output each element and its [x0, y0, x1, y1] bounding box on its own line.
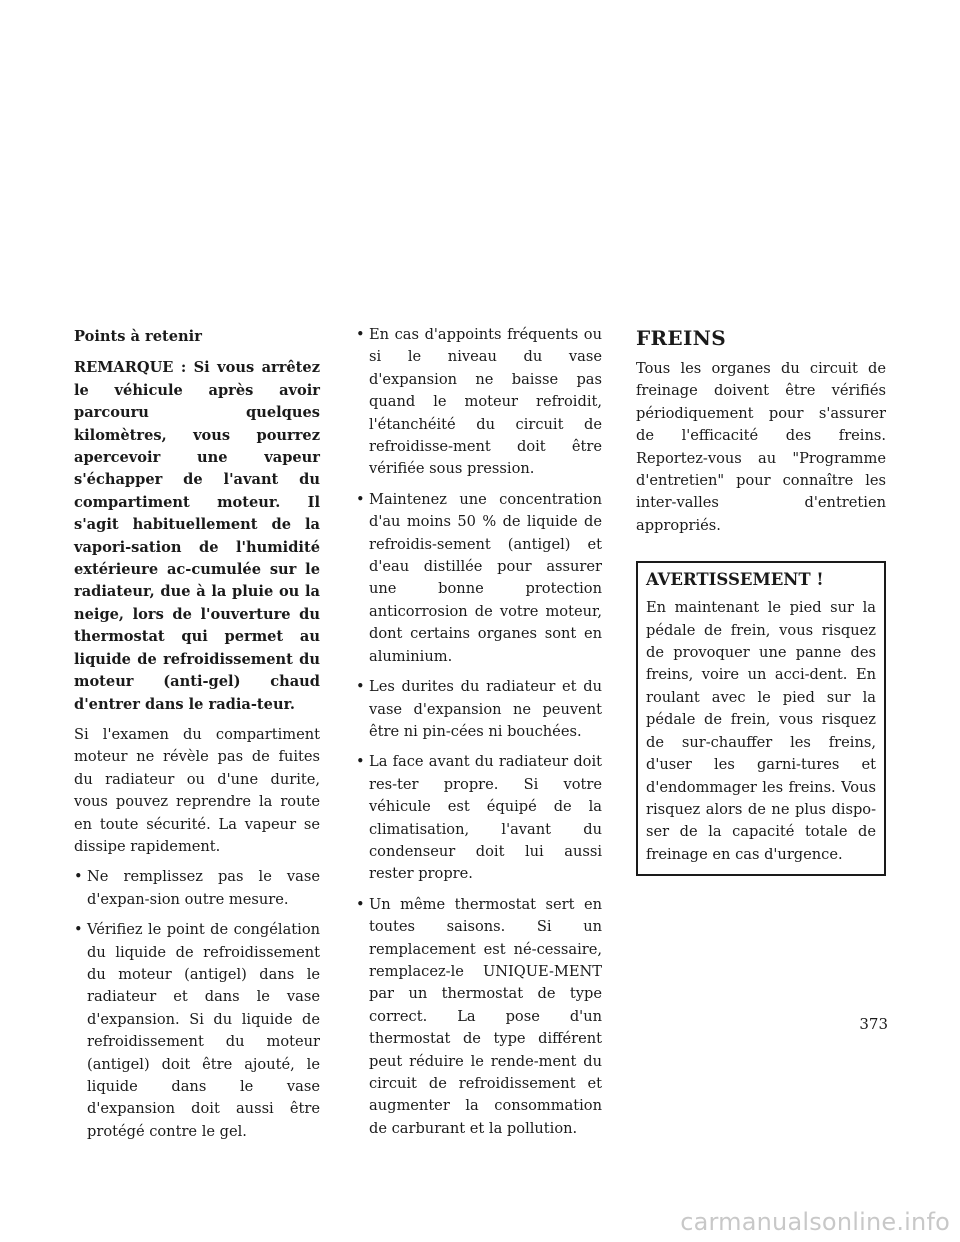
- remarque-note: REMARQUE : Si vous arrêtez le véhicule après avoir parcouru quelques kilomètres, vous pourrez apercevoir une vapeur s'échapper de l'avant du compartiment moteur. Il s'agit habituellement de la vapori-sation de l'humidité extérieure ac-cumulée sur le radiateur, due à la pluie ou la neige, lors de l'ouverture du thermostat qui permet au liquide de refroidissement du moteur (anti-gel) chaud d'entrer dans le radia-teur.: [74, 359, 320, 713]
- warning-title: AVERTISSEMENT !: [646, 570, 824, 590]
- middle-column: [356, 324, 602, 1148]
- list-item: [356, 751, 602, 885]
- list-item: [356, 676, 602, 743]
- bullet-icon: •: [356, 895, 365, 913]
- right-column: [636, 326, 886, 876]
- section-title: FREINS: [636, 326, 726, 350]
- list-item: [74, 866, 320, 911]
- bullet-list: [74, 866, 320, 1143]
- bullet-icon: •: [74, 921, 83, 939]
- list-item-text: Vérifiez le point de congélation du liquide de refroidissement du moteur (antigel) dans le radiateur et dans le vase d'expansion. Si du liquide de refroidissement du moteur (antigel) doit être ajouté, le liquide dans le vase d'expansion doit aussi être protégé contre le gel.: [87, 921, 320, 1140]
- bullet-icon: •: [356, 490, 365, 508]
- watermark: carmanualsonline.info: [680, 1208, 950, 1236]
- bullet-icon: •: [356, 678, 365, 696]
- warning-box: [636, 561, 886, 876]
- bullet-icon: •: [356, 326, 365, 343]
- list-item-text: Maintenez une concentration d'au moins 50 % de liquide de refroidis-sement (antigel) et d'eau distillée pour assurer une bonne protection anticorrosion de votre moteur, dont certains organes sont en aluminium.: [369, 490, 602, 665]
- body-paragraph: Tous les organes du circuit de freinage doivent être vérifiés périodiquement pour s'assurer de l'efficacité des freins. Reportez-vous au "Programme d'entretien" pour connaître les inter-valles d'entretien appropriés.: [636, 360, 886, 534]
- list-item-text: En cas d'appoints fréquents ou si le niveau du vase d'expansion ne baisse pas quand le moteur refroidit, l'étanchéité du circuit de refroidisse-ment doit être vérifiée sous pression.: [369, 326, 602, 478]
- list-item: [74, 919, 320, 1143]
- list-item-text: Les durites du radiateur et du vase d'expansion ne peuvent être ni pin-cées ni bouchées.: [369, 678, 602, 740]
- body-paragraph: Si l'examen du compartiment moteur ne révèle pas de fuites du radiateur ou d'une durite, vous pouvez reprendre la route en toute sécurité. La vapeur se dissipe rapidement.: [74, 725, 320, 855]
- list-item: [356, 489, 602, 668]
- list-item: [356, 324, 602, 481]
- bullet-list: [356, 324, 602, 1140]
- list-item-text: La face avant du radiateur doit res-ter propre. Si votre véhicule est équipé de la climatisation, l'avant du condenseur doit lui aussi rester propre.: [369, 753, 602, 883]
- list-item-text: Un même thermostat sert en toutes saisons. Si un remplacement est né-cessaire, remplacez-le UNIQUE-MENT par un thermostat de type correct. La pose d'un thermostat de type différent peut réduire le rende-ment du circuit de refroidissement et augmenter la consommation de carburant et la pollution.: [369, 895, 602, 1137]
- section-subheading: Points à retenir: [74, 328, 202, 345]
- warning-text: En maintenant le pied sur la pédale de frein, vous risquez de provoquer une panne des freins, voire un acci-dent. En roulant avec le pied sur la pédale de frein, vous risquez de sur-chauffer les freins, d'user les garni-tures et d'endommager les freins. Vous risquez alors de ne plus dispo-ser de la capacité totale de freinage en cas d'urgence.: [646, 599, 876, 863]
- list-item-text: Ne remplissez pas le vase d'expan-sion outre mesure.: [87, 868, 320, 908]
- left-column: [74, 326, 320, 1151]
- bullet-icon: •: [74, 868, 83, 886]
- page-number: 373: [859, 1015, 888, 1033]
- bullet-icon: •: [356, 753, 365, 771]
- list-item: [356, 894, 602, 1140]
